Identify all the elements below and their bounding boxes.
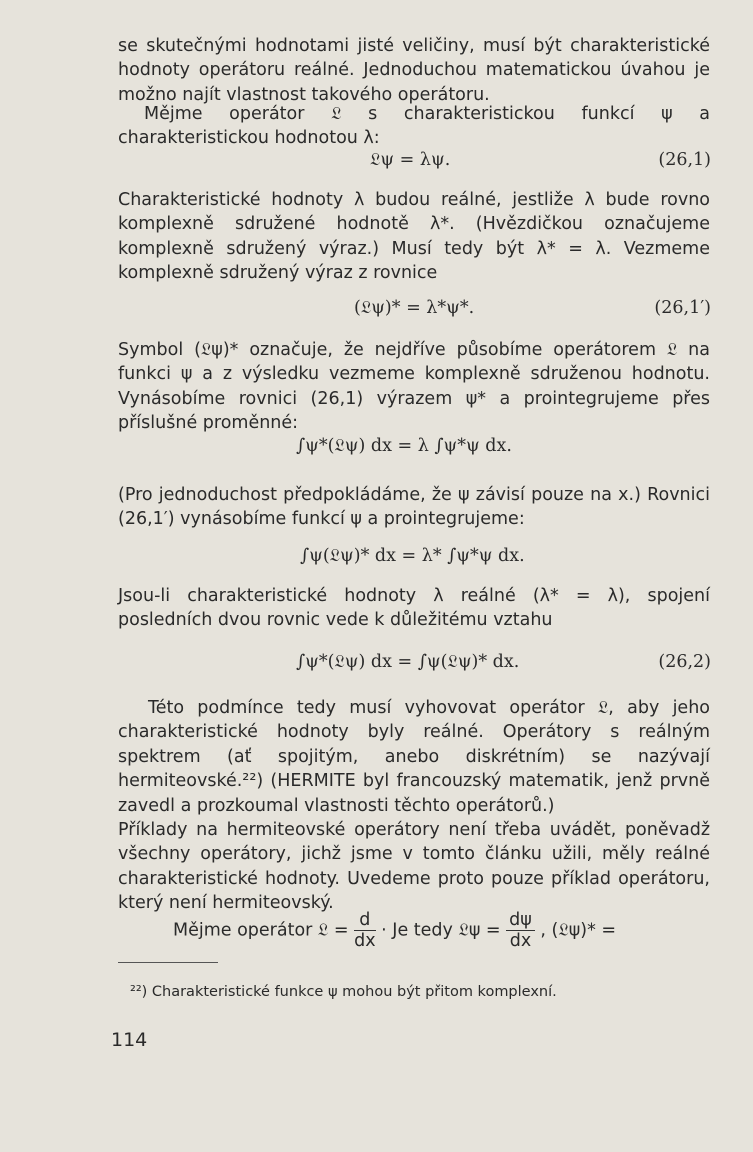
equation-26-1: 𝔏ψ = λψ. — [370, 150, 451, 170]
equation-26-1-prime: (𝔏ψ)* = λ*ψ*. — [354, 298, 475, 318]
fraction-dpsi-dx-numerator: dψ — [506, 910, 535, 931]
footnote-22: ²²) Charakteristické funkce ψ mohou být přitom komplexní. — [130, 984, 557, 1000]
fraction-d-dx-denominator: dx — [354, 931, 376, 951]
paragraph-3: Charakteristické hodnoty λ budou reálné, jestliže λ bude rovno komplexně sdružené hodnotě λ*. (Hvězdičkou označujeme komplexně sdružený výraz.) Musí tedy být λ* = λ. Vezmeme komplexně sdružený výraz z rovnice — [118, 190, 710, 284]
paragraph-1: se skutečnými hodnotami jisté veličiny, musí být charakteristické hodnoty operátoru reálné. Jednoduchou matematickou úvahou je možno najít vlastnost takového operátoru. — [118, 36, 710, 105]
paragraph-7: Této podmínce tedy musí vyhovovat operátor 𝔏, aby jeho charakteristické hodnoty byly reálné. Operátory s reálným spektrem (ať spojitým, anebo diskrétním) se nazývají hermiteovské.²²) (HERMITE byl francouzský matematik, jenž prvně zavedl a prozkoumal vlastnosti těchto operátorů.) — [118, 698, 710, 816]
equation-integral-2: ∫ψ(𝔏ψ)* dx = λ* ∫ψ*ψ dx. — [300, 546, 525, 566]
footnote-divider — [118, 962, 218, 963]
paragraph-5: (Pro jednoduchost předpokládáme, že ψ závisí pouze na x.) Rovnici (26,1′) vynásobíme funkcí ψ a prointegrujeme: — [118, 485, 710, 530]
fraction-dpsi-dx-denominator: dx — [509, 931, 532, 951]
fraction-d-dx — [354, 910, 375, 951]
fraction-d-dx-numerator: d — [354, 910, 375, 931]
equation-number-26-1: (26,1) — [658, 150, 711, 170]
equation-integral-1: ∫ψ*(𝔏ψ) dx = λ ∫ψ*ψ dx. — [296, 436, 512, 456]
equation-number-26-1-prime: (26,1′) — [654, 298, 711, 318]
paragraph-2: Mějme operátor 𝔏 s charakteristickou funkcí ψ a charakteristickou hodnotou λ: — [118, 104, 710, 149]
equation-26-2: ∫ψ*(𝔏ψ) dx = ∫ψ(𝔏ψ)* dx. — [296, 652, 520, 672]
paragraph-6: Jsou-li charakteristické hodnoty λ reálné (λ* = λ), spojení posledních dvou rovnic vede k důležitému vztahu — [118, 586, 710, 631]
operator-example-line — [173, 910, 616, 951]
operator-example-mid: · Je tedy 𝔏ψ = — [381, 920, 501, 941]
page-number: 114 — [111, 1029, 148, 1051]
fraction-dpsi-dx — [506, 910, 535, 951]
paragraph-4: Symbol (𝔏ψ)* označuje, že nejdříve působíme operátorem 𝔏 na funkci ψ a z výsledku vezmeme komplexně sdruženou hodnotu. Vynásobíme rovnici (26,1) výrazem ψ* a prointegrujeme přes příslušné proměnné: — [118, 340, 710, 434]
operator-example-tail: , (𝔏ψ)* = — [540, 920, 617, 941]
equation-number-26-2: (26,2) — [658, 652, 711, 672]
paragraph-8: Příklady na hermiteovské operátory není třeba uvádět, poněvadž všechny operátory, jichž jsme v tomto článku užili, měly reálné charakteristické hodnoty. Uvedeme proto pouze příklad operátoru, který není hermiteovský. — [118, 820, 710, 914]
operator-example-lead: Mějme operátor 𝔏 = — [173, 920, 349, 941]
